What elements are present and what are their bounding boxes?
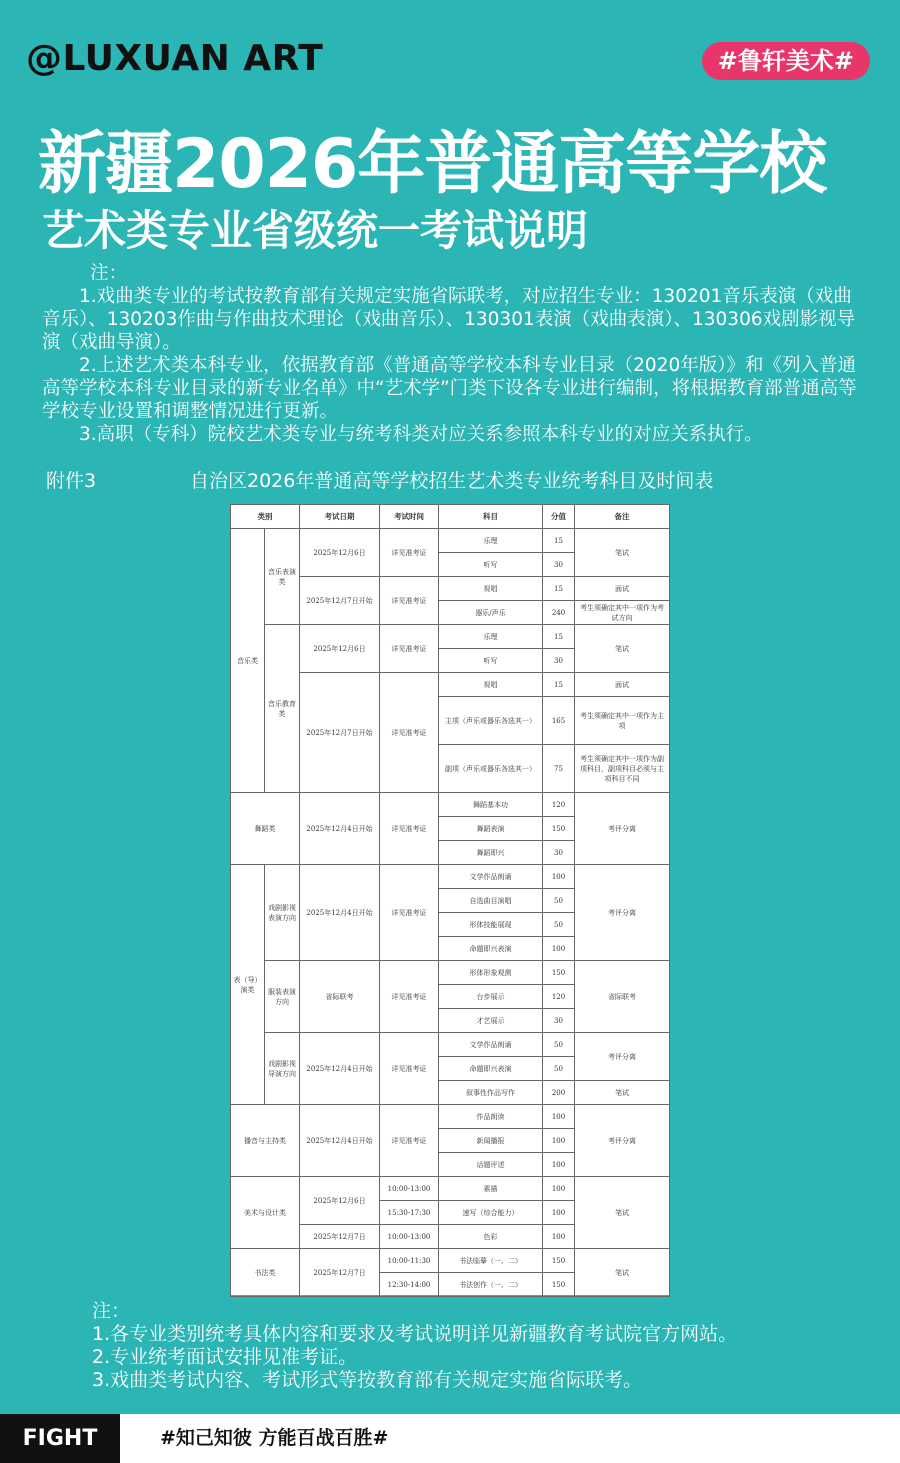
- note-item: 2.上述艺术类本科专业，依据教育部《普通高等学校本科专业目录（2020年版）》和《列入普通高等学校本科专业目录的新专业名单》中“艺术学”门类下设各专业进行编制，将根据教育部普通高等学校专业设置和调整情况进行更新。: [42, 355, 857, 422]
- time-cell: 详见准考证: [380, 865, 439, 961]
- remark-cell: 笔试: [575, 625, 670, 673]
- date-cell: 2025年12月6日: [300, 625, 380, 673]
- score-cell: 30: [543, 841, 575, 865]
- score-cell: 50: [543, 1033, 575, 1057]
- table-row: [231, 1249, 670, 1273]
- subject-cell: 命题即兴表演: [439, 1057, 543, 1081]
- score-cell: 15: [543, 625, 575, 649]
- subject-cell: 叙事性作品写作: [439, 1081, 543, 1105]
- header-cell: 类别: [231, 505, 300, 529]
- score-cell: 30: [543, 1009, 575, 1033]
- remark-cell: 笔试: [575, 529, 670, 577]
- score-cell: 120: [543, 793, 575, 817]
- time-cell: 15:30-17:30: [380, 1201, 439, 1225]
- category-cell: 书法类: [231, 1249, 300, 1297]
- subcategory-cell: 音乐表演类: [265, 529, 300, 625]
- subject-cell: 话题评述: [439, 1153, 543, 1177]
- subject-cell: 才艺展示: [439, 1009, 543, 1033]
- score-cell: 200: [543, 1081, 575, 1105]
- remark-cell: 考生须确定其中一项作为考试方向: [575, 601, 670, 625]
- header-cell: 分值: [543, 505, 575, 529]
- table-row: [231, 529, 670, 553]
- time-cell: 详见准考证: [380, 577, 439, 625]
- schedule-table-container: [230, 504, 669, 1295]
- subject-cell: 书法临摹（一、二）: [439, 1249, 543, 1273]
- score-cell: 15: [543, 529, 575, 553]
- subcategory-cell: 服装表演方向: [265, 961, 300, 1033]
- score-cell: 150: [543, 817, 575, 841]
- subject-cell: 命题即兴表演: [439, 937, 543, 961]
- score-cell: 30: [543, 553, 575, 577]
- date-cell: 2025年12月7日开始: [300, 673, 380, 793]
- schedule-table: [230, 504, 670, 1297]
- score-cell: 150: [543, 961, 575, 985]
- score-cell: 50: [543, 1057, 575, 1081]
- remark-cell: 考评分离: [575, 1105, 670, 1177]
- remark-cell: 考评分离: [575, 865, 670, 961]
- subject-cell: 副项（声乐或器乐各选其一）: [439, 745, 543, 793]
- note-item: 1.各专业类别统考具体内容和要求及考试说明详见新疆教育考试院官方网站。: [92, 1323, 738, 1345]
- subject-cell: 主项（声乐或器乐各选其一）: [439, 697, 543, 745]
- score-cell: 15: [543, 577, 575, 601]
- table-row: [231, 1033, 670, 1057]
- table-row: [231, 961, 670, 985]
- score-cell: 50: [543, 913, 575, 937]
- table-row: [231, 1105, 670, 1129]
- subject-cell: 新闻播报: [439, 1129, 543, 1153]
- attachment-label: 附件3: [46, 470, 97, 492]
- brand-logo-text: @LUXUAN ART: [26, 38, 324, 79]
- score-cell: 15: [543, 673, 575, 697]
- remark-cell: 面试: [575, 673, 670, 697]
- subject-cell: 形体技能展现: [439, 913, 543, 937]
- date-cell: 2025年12月7日: [300, 1249, 380, 1297]
- table-row: [231, 865, 670, 889]
- category-cell: 舞蹈类: [231, 793, 300, 865]
- date-cell: 2025年12月4日开始: [300, 1105, 380, 1177]
- category-cell: 美术与设计类: [231, 1177, 300, 1249]
- subcategory-cell: 戏剧影视表演方向: [265, 865, 300, 961]
- subject-cell: 乐理: [439, 625, 543, 649]
- score-cell: 100: [543, 1201, 575, 1225]
- remark-cell: 考评分离: [575, 793, 670, 865]
- remark-cell: 笔试: [575, 1177, 670, 1249]
- notes-heading: 注：: [90, 263, 128, 284]
- score-cell: 100: [543, 1105, 575, 1129]
- time-cell: 10:00-11:30: [380, 1249, 439, 1273]
- score-cell: 120: [543, 985, 575, 1009]
- date-cell: 2025年12月6日: [300, 1177, 380, 1225]
- top-notes: [42, 262, 857, 446]
- subject-cell: 自选曲目演唱: [439, 889, 543, 913]
- subject-cell: 听写: [439, 649, 543, 673]
- subject-cell: 色彩: [439, 1225, 543, 1249]
- footer-slogan: #知己知彼 方能百战百胜#: [160, 1427, 389, 1449]
- note-item: 2.专业统考面试安排见准考证。: [92, 1346, 358, 1368]
- date-cell: 2025年12月7日: [300, 1225, 380, 1249]
- note-item: 3.高职（专科）院校艺术类专业与统考科类对应关系参照本科专业的对应关系执行。: [79, 424, 763, 445]
- time-cell: 详见准考证: [380, 625, 439, 673]
- score-cell: 100: [543, 1177, 575, 1201]
- subject-cell: 舞蹈表演: [439, 817, 543, 841]
- remark-cell: 省际联考: [575, 961, 670, 1033]
- remark-cell: 笔试: [575, 1249, 670, 1297]
- subject-cell: 舞蹈即兴: [439, 841, 543, 865]
- score-cell: 100: [543, 865, 575, 889]
- subject-cell: 台步展示: [439, 985, 543, 1009]
- date-cell: 2025年12月4日开始: [300, 865, 380, 961]
- subject-cell: 速写（综合能力）: [439, 1201, 543, 1225]
- date-cell: 2025年12月6日: [300, 529, 380, 577]
- subject-cell: 文学作品朗诵: [439, 865, 543, 889]
- subject-cell: 素描: [439, 1177, 543, 1201]
- notes-heading: 注：: [92, 1300, 131, 1322]
- table-row: [231, 1177, 670, 1201]
- subject-cell: 视唱: [439, 673, 543, 697]
- subject-cell: 器乐/声乐: [439, 601, 543, 625]
- subject-cell: 听写: [439, 553, 543, 577]
- table-row: [231, 793, 670, 817]
- score-cell: 100: [543, 1225, 575, 1249]
- score-cell: 100: [543, 1153, 575, 1177]
- subject-cell: 舞蹈基本功: [439, 793, 543, 817]
- time-cell: 12:30-14:00: [380, 1273, 439, 1297]
- remark-cell: 考生须确定其中一项作为主项: [575, 697, 670, 745]
- header-cell: 考试时间: [380, 505, 439, 529]
- score-cell: 100: [543, 1129, 575, 1153]
- category-cell: 音乐类: [231, 529, 265, 793]
- date-cell: 2025年12月4日开始: [300, 1033, 380, 1105]
- score-cell: 165: [543, 697, 575, 745]
- subject-cell: 形体形象观测: [439, 961, 543, 985]
- subject-cell: 视唱: [439, 577, 543, 601]
- score-cell: 75: [543, 745, 575, 793]
- header-cell: 科目: [439, 505, 543, 529]
- time-cell: 详见准考证: [380, 1033, 439, 1105]
- subject-cell: 文学作品朗诵: [439, 1033, 543, 1057]
- subject-cell: 书法创作（一、二）: [439, 1273, 543, 1297]
- header-cell: 备注: [575, 505, 670, 529]
- remark-cell: 考评分离: [575, 1033, 670, 1081]
- time-cell: 详见准考证: [380, 961, 439, 1033]
- remark-cell: 面试: [575, 577, 670, 601]
- subcategory-cell: 音乐教育类: [265, 625, 300, 793]
- time-cell: 10:00-13:00: [380, 1177, 439, 1201]
- note-item: 1.戏曲类专业的考试按教育部有关规定实施省际联考，对应招生专业：130201音乐表演（戏曲音乐）、130203作曲与作曲技术理论（戏曲音乐）、130301表演（戏曲表演）、130306戏剧影视导演（戏曲导演）。: [42, 286, 856, 353]
- date-cell: 2025年12月4日开始: [300, 793, 380, 865]
- page-subtitle: 艺术类专业省级统一考试说明: [42, 206, 589, 255]
- score-cell: 100: [543, 937, 575, 961]
- score-cell: 240: [543, 601, 575, 625]
- remark-cell: 笔试: [575, 1081, 670, 1105]
- subject-cell: 作品朗读: [439, 1105, 543, 1129]
- time-cell: 详见准考证: [380, 1105, 439, 1177]
- note-item: 3.戏曲类考试内容、考试形式等按教育部有关规定实施省际联考。: [92, 1369, 643, 1391]
- time-cell: 详见准考证: [380, 673, 439, 793]
- subcategory-cell: 戏剧影视导演方向: [265, 1033, 300, 1105]
- time-cell: 10:00-13:00: [380, 1225, 439, 1249]
- score-cell: 150: [543, 1273, 575, 1297]
- date-cell: 2025年12月7日开始: [300, 577, 380, 625]
- footer-bar: [0, 1414, 900, 1463]
- header-cell: 考试日期: [300, 505, 380, 529]
- category-cell: 播音与主持类: [231, 1105, 300, 1177]
- fight-label: FIGHT: [0, 1414, 120, 1463]
- time-cell: 详见准考证: [380, 793, 439, 865]
- table-header-row: [231, 505, 670, 529]
- bottom-notes: [92, 1300, 737, 1392]
- attachment-title: 自治区2026年普通高等学校招生艺术类专业统考科目及时间表: [190, 470, 714, 492]
- page-title: 新疆2026年普通高等学校: [38, 125, 827, 204]
- score-cell: 50: [543, 889, 575, 913]
- date-cell: 省际联考: [300, 961, 380, 1033]
- subject-cell: 乐理: [439, 529, 543, 553]
- score-cell: 150: [543, 1249, 575, 1273]
- category-cell: 表（导）演类: [231, 865, 265, 1105]
- hashtag-badge: #鲁轩美术#: [702, 42, 870, 80]
- time-cell: 详见准考证: [380, 529, 439, 577]
- remark-cell: 考生须确定其中一项作为副项科目，副项科目必须与主项科目不同: [575, 745, 670, 793]
- score-cell: 30: [543, 649, 575, 673]
- table-row: [231, 625, 670, 649]
